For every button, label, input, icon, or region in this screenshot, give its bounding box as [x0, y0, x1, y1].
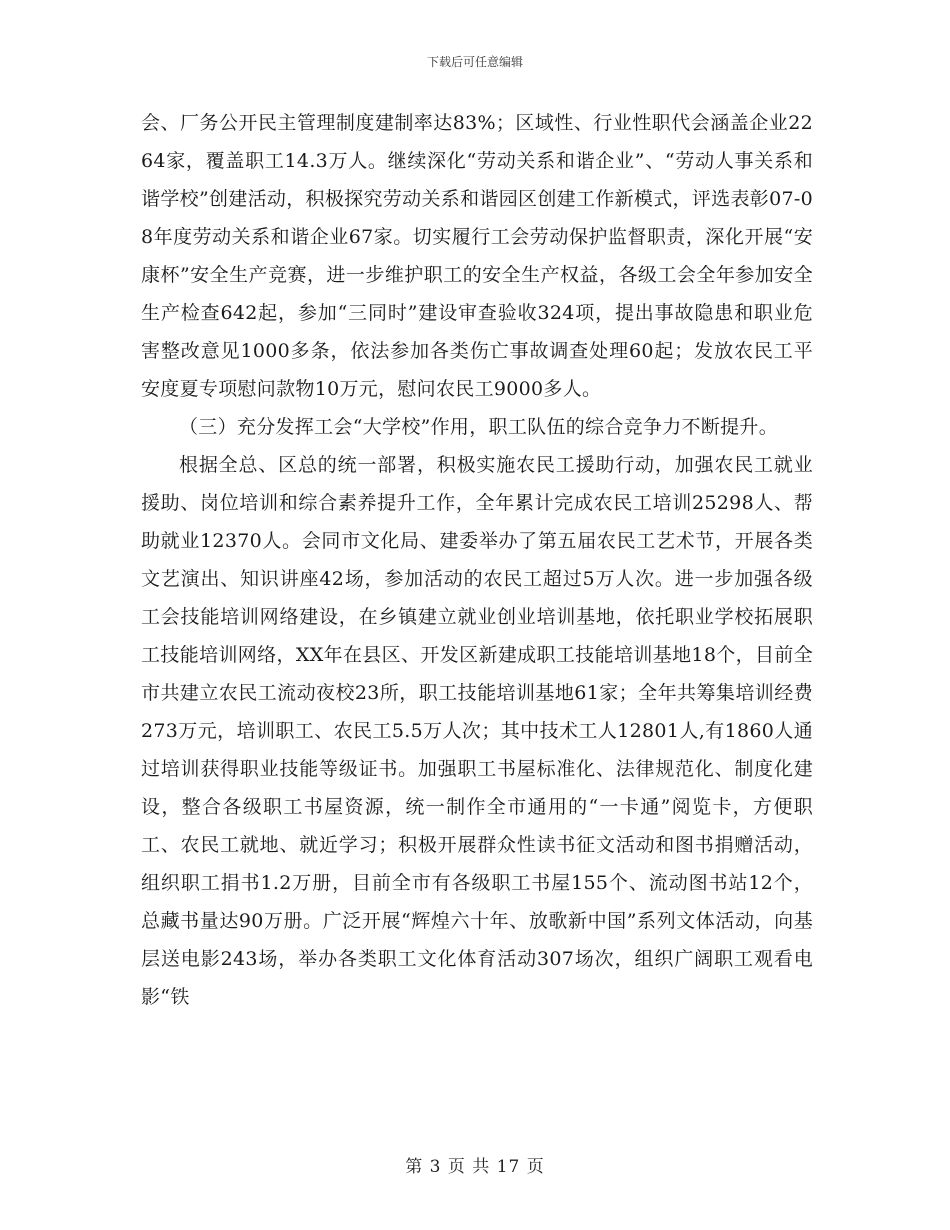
paragraph-labor-protection: 会、厂务公开民主管理制度建制率达83%；区域性、行业性职代会涵盖企业2264家，覆盖职工14.3万人。继续深化“劳动关系和谐企业”、“劳动人事关系和谐学校”创建活动，积极探究劳动关系和谐园区创建工作新模式，评选表彰07-08年度劳动关系和谐企业67家。切实履行工会劳动保护监督职责，深化开展“安康杯”安全生产竞赛，进一步维护职工的安全生产权益，各级工会全年参加安全生产检查642起，参加“三同时”建设审查验收324项，提出事故隐患和职业危害整改意见1000多条，依法参加各类伤亡事故调查处理60起；发放农民工平安度夏专项慰问款物10万元，慰问农民工9000多人。 [141, 112, 813, 400]
document-body [141, 104, 813, 1016]
paragraph-training: 根据全总、区总的统一部署，积极实施农民工援助行动，加强农民工就业援助、岗位培训和综合素养提升工作，全年累计完成农民工培训25298人、帮助就业12370人。会同市文化局、建委举办了第五届农民工艺术节，开展各类文艺演出、知识讲座42场，参加活动的农民工超过5万人次。进一步加强各级工会技能培训网络建设，在乡镇建立就业创业培训基地，依托职业学校拓展职工技能培训网络，XX年在县区、开发区新建成职工技能培训基地18个，目前全市共建立农民工流动夜校23所，职工技能培训基地61家；全年共筹集培训经费273万元，培训职工、农民工5.5万人次；其中技术工人12801人,有1860人通过培训获得职业技能等级证书。加强职工书屋标准化、法律规范化、制度化建设，整合各级职工书屋资源，统一制作全市通用的“一卡通”阅览卡，方便职工、农民工就地、就近学习；积极开展群众性读书征文活动和图书捐赠活动，组织职工捐书1.2万册，目前全市有各级职工书屋155个、流动图书站12个，总藏书量达90万册。广泛开展“辉煌六十年、放歌新中国”系列文体活动，向基层送电影243场，举办各类职工文化体育活动307场次，组织广阔职工观看电影“铁 [141, 454, 813, 1008]
page-header: 下载后可任意编辑 [426, 55, 523, 69]
page-number: 第 3 页 共 17 页 [405, 1157, 545, 1177]
section-heading-3: （三）充分发挥工会“大学校”作用，职工队伍的综合竞争力不断提升。 [179, 416, 779, 438]
